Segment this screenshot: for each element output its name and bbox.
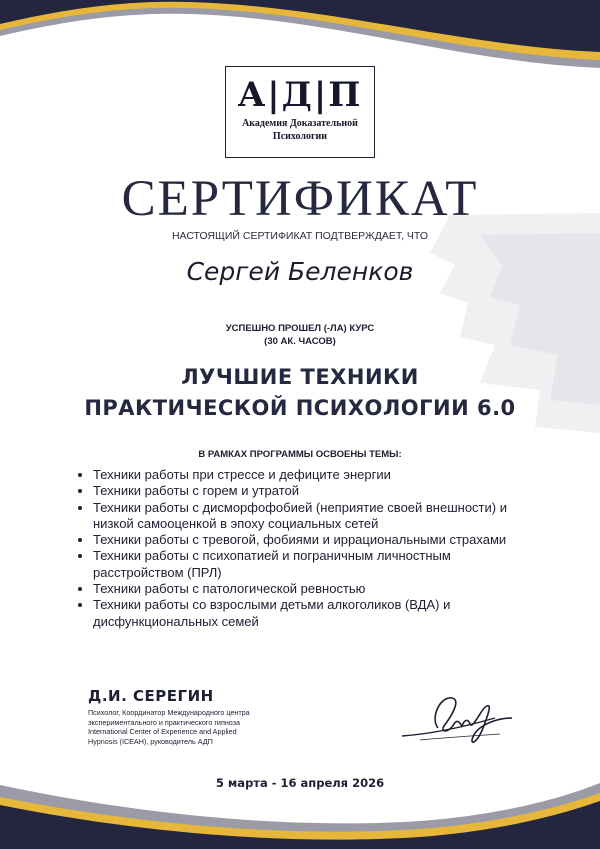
logo-subtitle-line1: Академия Доказательной bbox=[242, 118, 358, 129]
course-dates: 5 марта - 16 апреля 2026 bbox=[215, 776, 385, 790]
certificate-title: СЕРТИФИКАТ bbox=[121, 171, 479, 227]
topics-list bbox=[76, 467, 543, 630]
passed-line-1: УСПЕШНО ПРОШЕЛ (-ЛА) КУРС bbox=[225, 323, 375, 334]
signer-name: Д.И. СЕРЕГИН bbox=[88, 687, 214, 705]
logo-subtitle-line2: Психологии bbox=[272, 131, 328, 142]
list-item: • Техники работы при стрессе и дефиците энергии bbox=[93, 467, 543, 483]
course-title-line-1: ЛУЧШИЕ ТЕХНИКИ bbox=[181, 365, 419, 389]
list-item: • Техники работы с психопатией и пограничным личностным расстройством (ПРЛ) bbox=[93, 548, 543, 581]
bottom-wave-decoration bbox=[0, 777, 600, 849]
passed-course-text bbox=[0, 322, 600, 348]
course-title bbox=[0, 362, 600, 424]
confirm-text: НАСТОЯЩИЙ СЕРТИФИКАТ ПОДТВЕРЖДАЕТ, ЧТО bbox=[171, 230, 429, 242]
list-item: • Техники работы с тревогой, фобиями и иррациональными страхами bbox=[93, 532, 543, 548]
list-item: • Техники работы со взрослыми детьми алкоголиков (ВДА) и дисфункциональных семей bbox=[93, 597, 543, 630]
logo bbox=[225, 66, 375, 158]
passed-line-2: (30 АК. ЧАСОВ) bbox=[264, 336, 336, 347]
list-item: • Техники работы с горем и утратой bbox=[93, 483, 543, 499]
list-item: • Техники работы с патологической ревностью bbox=[93, 581, 543, 597]
signature-image bbox=[400, 688, 520, 750]
topics-heading: В РАМКАХ ПРОГРАММЫ ОСВОЕНЫ ТЕМЫ: bbox=[198, 449, 402, 460]
signer-description: Психолог, Координатор Международного центра экспериментального и практического гипноза International Center of Experience and Applied Hypnosis (ICEAH), руководитель АДП bbox=[88, 708, 250, 746]
course-title-line-2: ПРАКТИЧЕСКОЙ ПСИХОЛОГИИ 6.0 bbox=[84, 396, 516, 420]
recipient-name: Сергей Беленков bbox=[186, 257, 414, 286]
list-item: • Техники работы с дисморфофобией (неприятие своей внешности) и низкой самооценкой в эпоху социальных сетей bbox=[93, 500, 543, 533]
logo-letters: А|Д|П bbox=[237, 75, 363, 115]
